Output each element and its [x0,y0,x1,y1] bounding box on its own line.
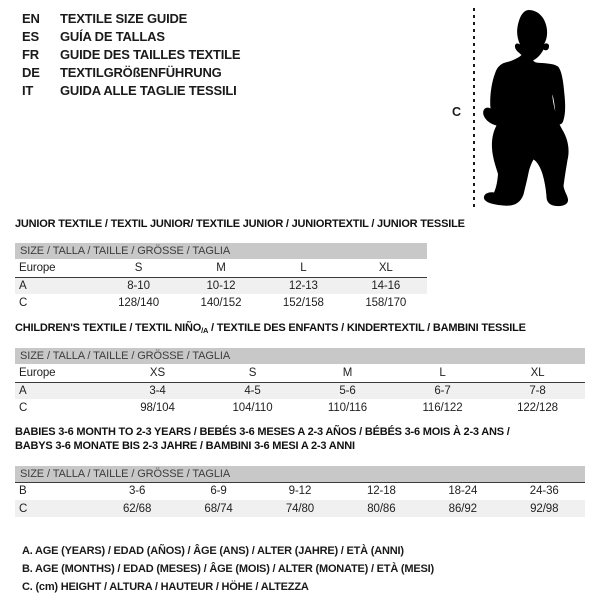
row-label: A [15,277,97,294]
row-label: C [19,297,28,309]
size-header-bar: SIZE / TALLA / TAILLE / GRÖSSE / TAGLIA [15,466,585,482]
size-cell: L [395,364,490,382]
title-line: BABYS 3-6 MONATE BIS 2-3 JAHRE / BAMBINI 3-6 MESI A 2-3 ANNI [15,439,355,452]
lang-code: FR [22,47,39,62]
babies-size-table [15,466,585,517]
size-cell: 74/80 [259,500,340,517]
row-label: Europe [15,259,97,277]
size-cell: XL [345,259,427,277]
size-cell: 7-8 [490,382,585,399]
size-cell: 128/140 [118,297,160,309]
size-cell: 116/122 [422,402,463,414]
table-row-europe [15,259,427,277]
lang-title: GUÍA DE TALLAS [60,29,165,44]
row-label: C [15,500,96,517]
lang-title: TEXTILGRÖßENFÜHRUNG [60,65,222,80]
baby-silhouette-icon [477,8,587,208]
row-label: B [19,485,27,498]
footnotes [22,542,600,596]
size-cell: 158/170 [365,297,407,309]
size-header-bar: SIZE / TALLA / TAILLE / GRÖSSE / TAGLIA [15,348,585,364]
childrens-textile-section [15,322,585,417]
table-row-europe [15,364,585,382]
size-cell: 6-7 [395,382,490,399]
size-cell: M [300,364,395,382]
table-row-height [15,399,585,417]
lang-code: IT [22,83,34,98]
table-row-age-months [15,482,585,500]
size-cell: S [97,259,179,277]
title-line: BABIES 3-6 MONTH TO 2-3 YEARS / BEBÉS 3-6 MESES A 2-3 AÑOS / BÉBÉS 3-6 MOIS À 2-3 ANS / [15,426,510,438]
lang-code: DE [22,65,40,80]
footnote-a: A. AGE (YEARS) / EDAD (AÑOS) / ÂGE (ANS) / ALTER (JAHRE) / ETÀ (ANNI) [22,545,404,557]
title-part: CHILDREN'S TEXTILE / TEXTIL NIÑO [15,322,202,334]
size-cell: 12-18 [366,485,396,498]
size-cell: 62/68 [96,500,177,517]
height-measure-dashed-line [473,8,475,208]
size-cell: L [262,259,344,277]
lang-title: TEXTILE SIZE GUIDE [60,11,188,26]
size-cell: 110/116 [327,402,368,414]
size-cell: 6-9 [210,485,227,498]
size-cell: 104/110 [232,402,273,414]
lang-title: GUIDA ALLE TAGLIE TESSILI [60,83,237,98]
title-subscript: /A [201,326,209,335]
junior-table-title: JUNIOR TEXTILE / TEXTIL JUNIOR/ TEXTILE JUNIOR / JUNIORTEXTIL / JUNIOR TESSILE [15,218,465,230]
size-cell: 140/152 [200,297,242,309]
size-cell: 152/158 [282,297,324,309]
size-cell: 4-5 [205,382,300,399]
childrens-table-title [15,322,585,335]
lang-code: ES [22,29,39,44]
row-label: A [15,382,110,399]
table-row-height [15,500,585,517]
size-cell: 122/128 [517,402,558,414]
footnote-b: B. AGE (MONTHS) / EDAD (MESES) / ÂGE (MOIS) / ALTER (MONATE) / ETÀ (MESI) [22,563,434,575]
babies-textile-section [15,426,585,517]
size-cell: 3-4 [110,382,205,399]
babies-table-title [15,426,585,453]
junior-size-table [15,243,427,312]
junior-textile-section [15,218,585,312]
size-cell: 3-6 [128,485,146,498]
title-part: / TEXTILE DES ENFANTS / KINDERTEXTIL / BAMBINI TESSILE [208,322,526,334]
table-row-height [15,294,427,312]
row-label: Europe [15,364,110,382]
size-cell: 9-12 [288,485,312,498]
row-label: C [19,402,28,414]
size-cell: 8-10 [97,277,179,294]
table-row-age [15,277,427,294]
size-cell: 10-12 [180,277,262,294]
height-measure-label: C [452,105,462,119]
size-cell: 24-36 [529,485,559,498]
size-cell: XS [110,364,205,382]
size-cell: 68/74 [178,500,259,517]
size-cell: M [180,259,262,277]
size-cell: 98/104 [140,402,175,414]
lang-code: EN [22,11,40,26]
size-header-bar: SIZE / TALLA / TAILLE / GRÖSSE / TAGLIA [15,243,427,259]
size-cell: 5-6 [300,382,395,399]
size-cell: S [205,364,300,382]
lang-title: GUIDE DES TAILLES TEXTILE [60,47,241,62]
size-cell: 80/86 [341,500,422,517]
childrens-size-table [15,348,585,417]
size-cell: XL [490,364,585,382]
table-row-age [15,382,585,399]
footnote-c: C. (cm) HEIGHT / ALTURA / HAUTEUR / HÖHE / ALTEZZA [22,581,309,593]
size-cell: 92/98 [504,500,585,517]
size-cell: 18-24 [448,485,478,498]
size-cell: 86/92 [422,500,503,517]
size-cell: 12-13 [262,277,344,294]
size-cell: 14-16 [345,277,427,294]
